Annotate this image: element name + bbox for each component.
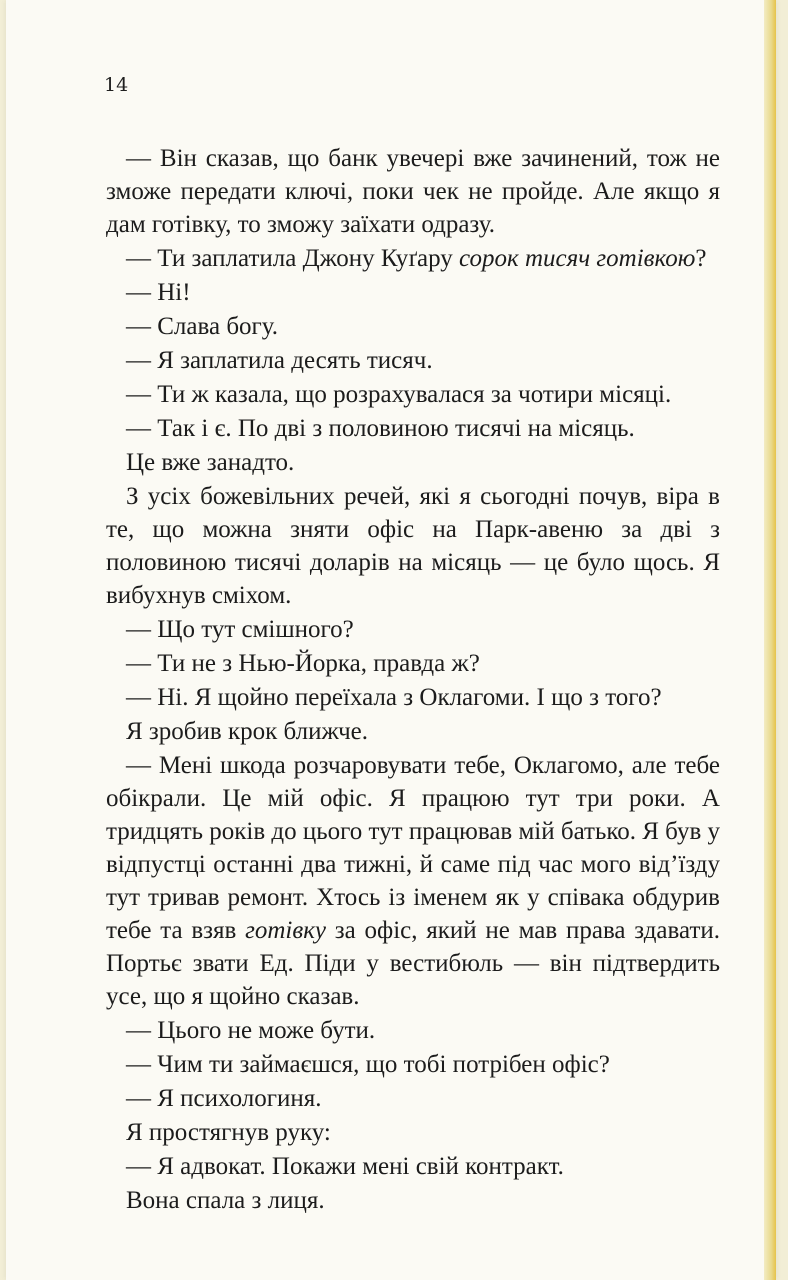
text-run: — Я заплатила десять тисяч. bbox=[126, 347, 433, 374]
text-run: — Ти не з Нью-Йорка, правда ж? bbox=[126, 650, 480, 677]
paragraph bbox=[106, 613, 720, 646]
paragraph bbox=[106, 715, 720, 748]
paragraph bbox=[106, 1082, 720, 1115]
paragraph bbox=[106, 378, 720, 411]
text-run: — Слава богу. bbox=[126, 313, 279, 340]
text-run: — Ні. Я щойно переїхала з Оклагоми. І що з того? bbox=[126, 684, 662, 711]
text-run: — Так і є. По дві з половиною тисячі на місяць. bbox=[126, 415, 635, 442]
paragraph bbox=[106, 142, 720, 241]
text-run: Вона спала з лиця. bbox=[126, 1187, 325, 1214]
paragraph bbox=[106, 412, 720, 445]
italic-text: готівку bbox=[245, 917, 327, 944]
text-run: Я простягнув руку: bbox=[126, 1119, 331, 1146]
paragraph bbox=[106, 480, 720, 612]
text-run: — Чим ти займаєшся, що тобі потрібен офіс? bbox=[126, 1051, 610, 1078]
italic-text: сорок тисяч готівкою bbox=[459, 245, 696, 272]
paragraph bbox=[106, 1048, 720, 1081]
paragraph bbox=[106, 242, 720, 275]
text-run: — Ти заплатила Джону Куґару bbox=[126, 245, 460, 272]
text-run: З усіх божевільних речей, які я сьогодні почув, віра в те, що можна зняти офіс на Парк-авеню за дві з половиною тисячі доларів на місяць — це було щось. Я вибухнув сміхом. bbox=[106, 483, 720, 609]
text-run: Я зробив крок ближче. bbox=[126, 718, 369, 745]
text-run: за офіс, який не мав права здавати. Портьє звати Ед. Піди у вестибюль — він підтвердить усе, що я щойно сказав. bbox=[106, 917, 720, 1010]
body-text bbox=[106, 142, 720, 1218]
page-number: 14 bbox=[104, 74, 129, 96]
paragraph bbox=[106, 310, 720, 343]
text-run: — Ні! bbox=[126, 279, 191, 306]
text-run: — Ти ж казала, що розрахувалася за чотири місяці. bbox=[126, 381, 672, 408]
book-page bbox=[6, 0, 776, 1280]
paragraph bbox=[106, 1116, 720, 1149]
paragraph bbox=[106, 344, 720, 377]
paragraph bbox=[106, 1184, 720, 1217]
paragraph bbox=[106, 276, 720, 309]
page-edge bbox=[764, 0, 776, 1280]
text-run: ? bbox=[695, 245, 707, 272]
text-run: Це вже занадто. bbox=[126, 449, 295, 476]
paragraph bbox=[106, 749, 720, 1013]
text-run: — Цього не може бути. bbox=[126, 1017, 376, 1044]
paragraph bbox=[106, 446, 720, 479]
text-run: — Я психологиня. bbox=[126, 1085, 322, 1112]
text-run: — Він сказав, що банк увечері вже зачинений, тож не зможе передати ключі, поки чек не пройде. Але якщо я дам готівку, то зможу заїхати одразу. bbox=[106, 145, 720, 238]
text-run: — Мені шкода розчаровувати тебе, Оклагомо, але тебе обікрали. Це мій офіс. Я працюю тут три роки. А тридцять років до цього тут працював мій батько. Я був у відпустці останні два тижні, й саме під час мого від’їзду тут тривав ремонт. Хтось із іменем як у співака обдурив тебе та взяв bbox=[106, 752, 721, 944]
paragraph bbox=[106, 1014, 720, 1047]
text-run: — Я адвокат. Покажи мені свій контракт. bbox=[126, 1153, 564, 1180]
paragraph bbox=[106, 647, 720, 680]
paragraph bbox=[106, 681, 720, 714]
paragraph bbox=[106, 1150, 720, 1183]
text-run: — Що тут смішного? bbox=[126, 616, 354, 643]
